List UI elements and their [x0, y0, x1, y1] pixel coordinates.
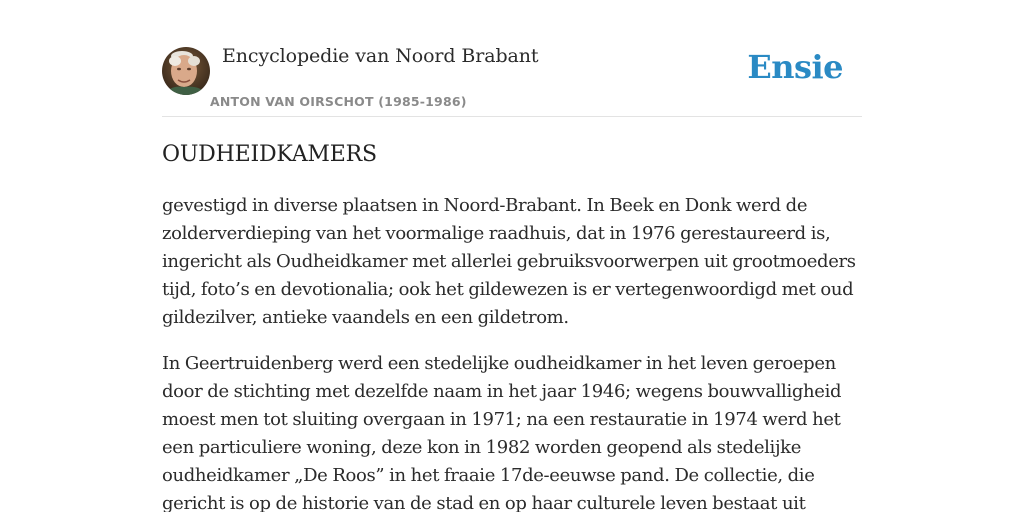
- header: [162, 0, 862, 117]
- book-title[interactable]: Encyclopedie van Noord Brabant: [222, 45, 539, 67]
- author-portrait-icon: [162, 47, 210, 95]
- author-name[interactable]: ANTON VAN OIRSCHOT (1985-1986): [210, 94, 467, 109]
- author-avatar[interactable]: [162, 47, 210, 95]
- ensie-logo[interactable]: Ensie: [747, 48, 843, 86]
- article-paragraph: In Geertruidenberg werd een stedelijke oudheidkamer in het leven geroepen door de stichting met dezelfde naam in het jaar 1946; wegens bouwvalligheid moest men tot sluiting overgaan in 1971; na een restauratie in 1974 werd het een particuliere woning, deze kon in 1982 worden geopend als stedelijke oudheidkamer „De Roos” in het fraaie 17de-eeuwse pand. De collectie, die gericht is op de historie van de stad en op haar culturele leven bestaat uit: [162, 353, 842, 512]
- article: [162, 140, 874, 512]
- article-title: OUDHEIDKAMERS: [162, 142, 377, 167]
- article-paragraph: gevestigd in diverse plaatsen in Noord-Brabant. In Beek en Donk werd de zolderverdieping van het voormalige raadhuis, dat in 1976 gerestaureerd is, ingericht als Oudheidkamer met allerlei gebruiksvoorwerpen uit grootmoeders tijd, foto’s en devotionalia; ook het gildewezen is er vertegenwoordigd met oud gildezilver, antieke vaandels en een gildetrom.: [162, 195, 856, 328]
